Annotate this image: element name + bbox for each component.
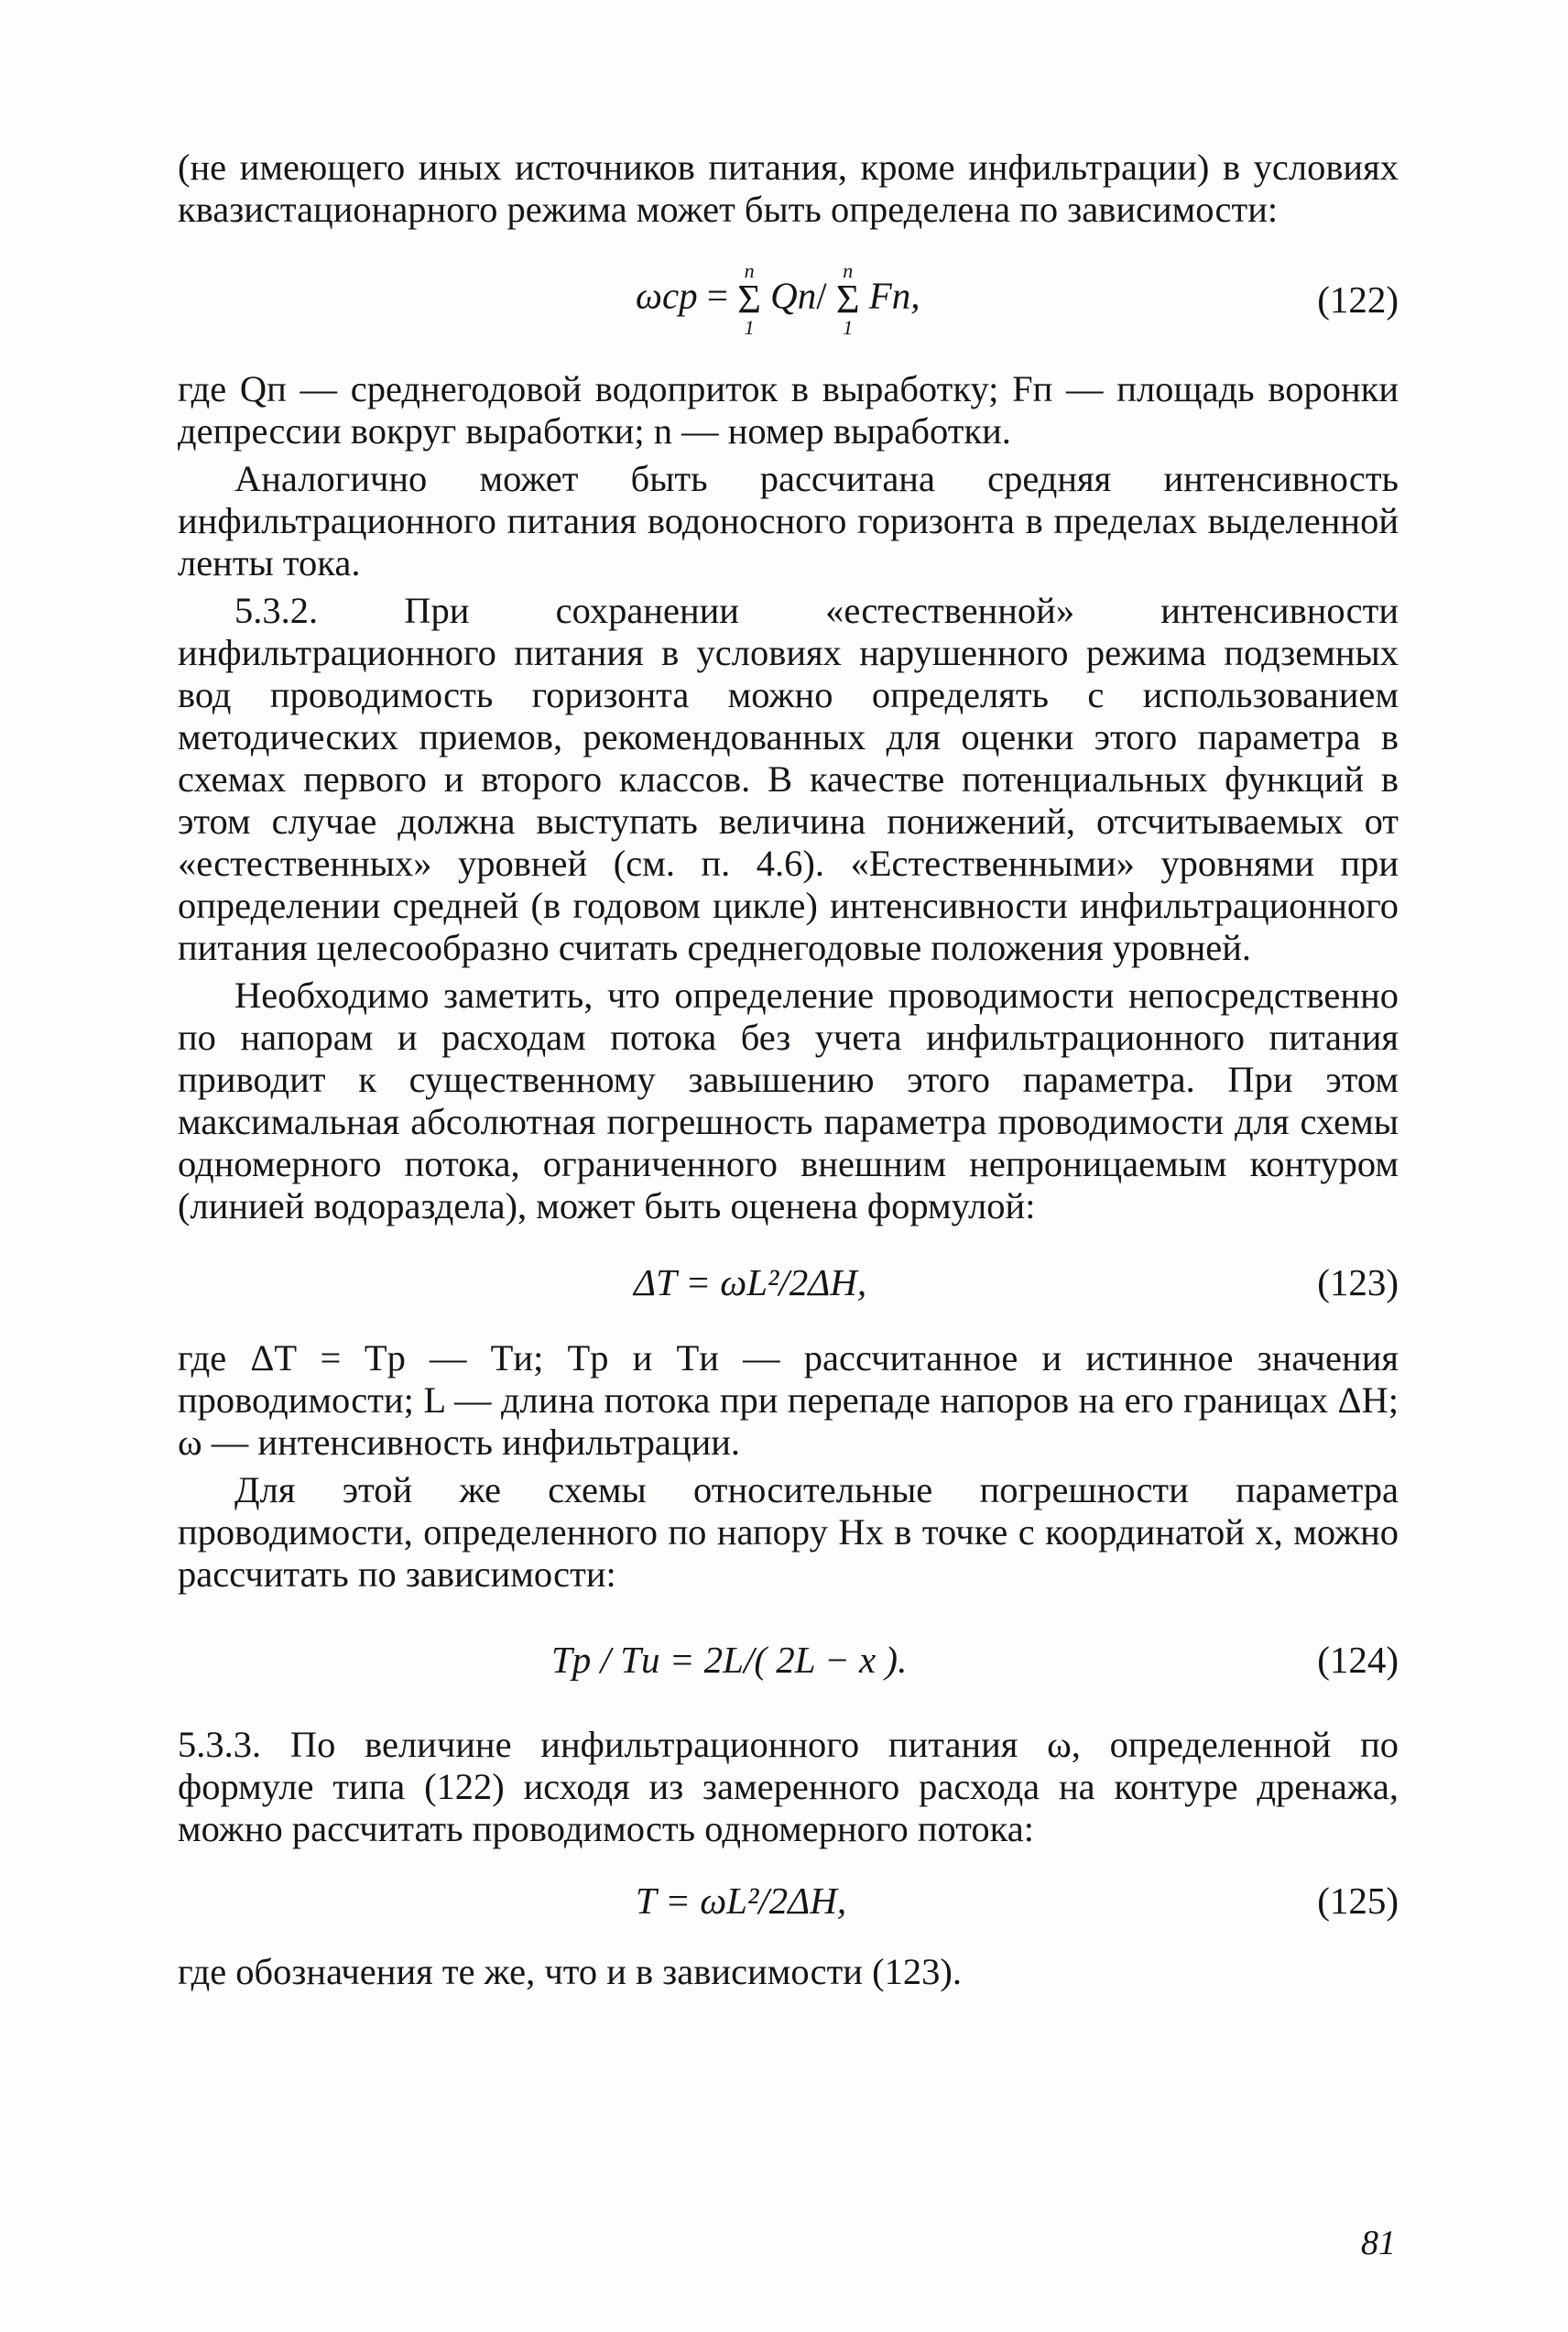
paragraph-definitions-123: где ΔT = Tр — Tи; Tр и Tи — рассчитанное и истинное значения проводимости; L — длина потока при перепаде напоров на его границах ΔH; ω — интенсивность инфильтрации. — [178, 1337, 1399, 1463]
formula-125-expression: T = ωL²/2ΔH, — [636, 1880, 847, 1922]
equation-number-125: (125) — [1317, 1880, 1399, 1922]
equation-number-124: (124) — [1317, 1639, 1399, 1681]
formula-123 — [178, 1227, 1399, 1337]
paragraph-section-5-3-2: 5.3.2. При сохранении «естественной» интенсивности инфильтрационного питания в условиях нарушенного режима подземных вод проводимость горизонта можно определять с использованием методических приемов, рекомендованных для оценки этого параметра в схемах первого и второго классов. В качестве потенциальных функций в этом случае должна выступать величина понижений, отсчитываемых от «естественных» уровней (см. п. 4.6). «Естественными» уровнями при определении средней (в годовом цикле) интенсивности инфильтрационного питания целесообразно считать среднегодовые положения уровней. — [178, 590, 1399, 968]
formula-124 — [178, 1596, 1399, 1724]
paragraph-relative-error: Для этой же схемы относительные погрешности параметра проводимости, определенного по напору Hx в точке с координатой x, можно рассчитать по зависимости: — [178, 1469, 1399, 1595]
formula-122-denominator: Fп, — [868, 274, 920, 317]
paragraph-definitions-122: где Qп — среднегодовой водоприток в выработку; Fп — площадь воронки депрессии вокруг выработки; n — номер выработки. — [178, 368, 1399, 452]
equation-number-122: (122) — [1317, 278, 1399, 321]
sum-symbol-2: n Σ 1 — [835, 259, 860, 339]
page-number: 81 — [1361, 2224, 1396, 2262]
formula-122-numerator: Qп — [770, 274, 817, 317]
text-column — [178, 147, 1399, 1993]
paragraph-intro: (не имеющего иных источников питания, кроме инфильтрации) в условиях квазистационарного режима может быть определена по зависимости: — [178, 147, 1399, 230]
formula-124-expression: Tр / Tи = 2L/( 2L − x ). — [551, 1639, 908, 1681]
formula-123-expression: ΔT = ωL²/2ΔH, — [634, 1261, 867, 1303]
sum-symbol-1: n Σ 1 — [737, 259, 761, 339]
formula-125 — [178, 1850, 1399, 1951]
formula-122 — [178, 231, 1399, 368]
paragraph-closing: где обозначения те же, что и в зависимости (123). — [178, 1951, 962, 1992]
equation-number-123: (123) — [1317, 1261, 1399, 1303]
paragraph-note: Необходимо заметить, что определение проводимости непосредственно по напорам и расходам потока без учета инфильтрационного питания приводит к существенному завышению этого параметра. При этом максимальная абсолютная погрешность параметра проводимости для схемы одномерного потока, ограниченного внешним непроницаемым контуром (линией водораздела), может быть оценена формулой: — [178, 975, 1399, 1226]
paragraph-section-5-3-3: 5.3.3. По величине инфильтрационного питания ω, определенной по формуле типа (122) исходя из замеренного расхода на контуре дренажа, можно рассчитать проводимость одномерного потока: — [178, 1724, 1399, 1849]
paragraph-analogous: Аналогично может быть рассчитана средняя интенсивность инфильтрационного питания водоносного горизонта в пределах выделенной ленты тока. — [178, 458, 1399, 583]
formula-122-expression: ωср = n Σ 1 Qп/ n Σ 1 Fп, — [636, 259, 920, 339]
formula-122-lhs: ωср — [636, 274, 698, 317]
